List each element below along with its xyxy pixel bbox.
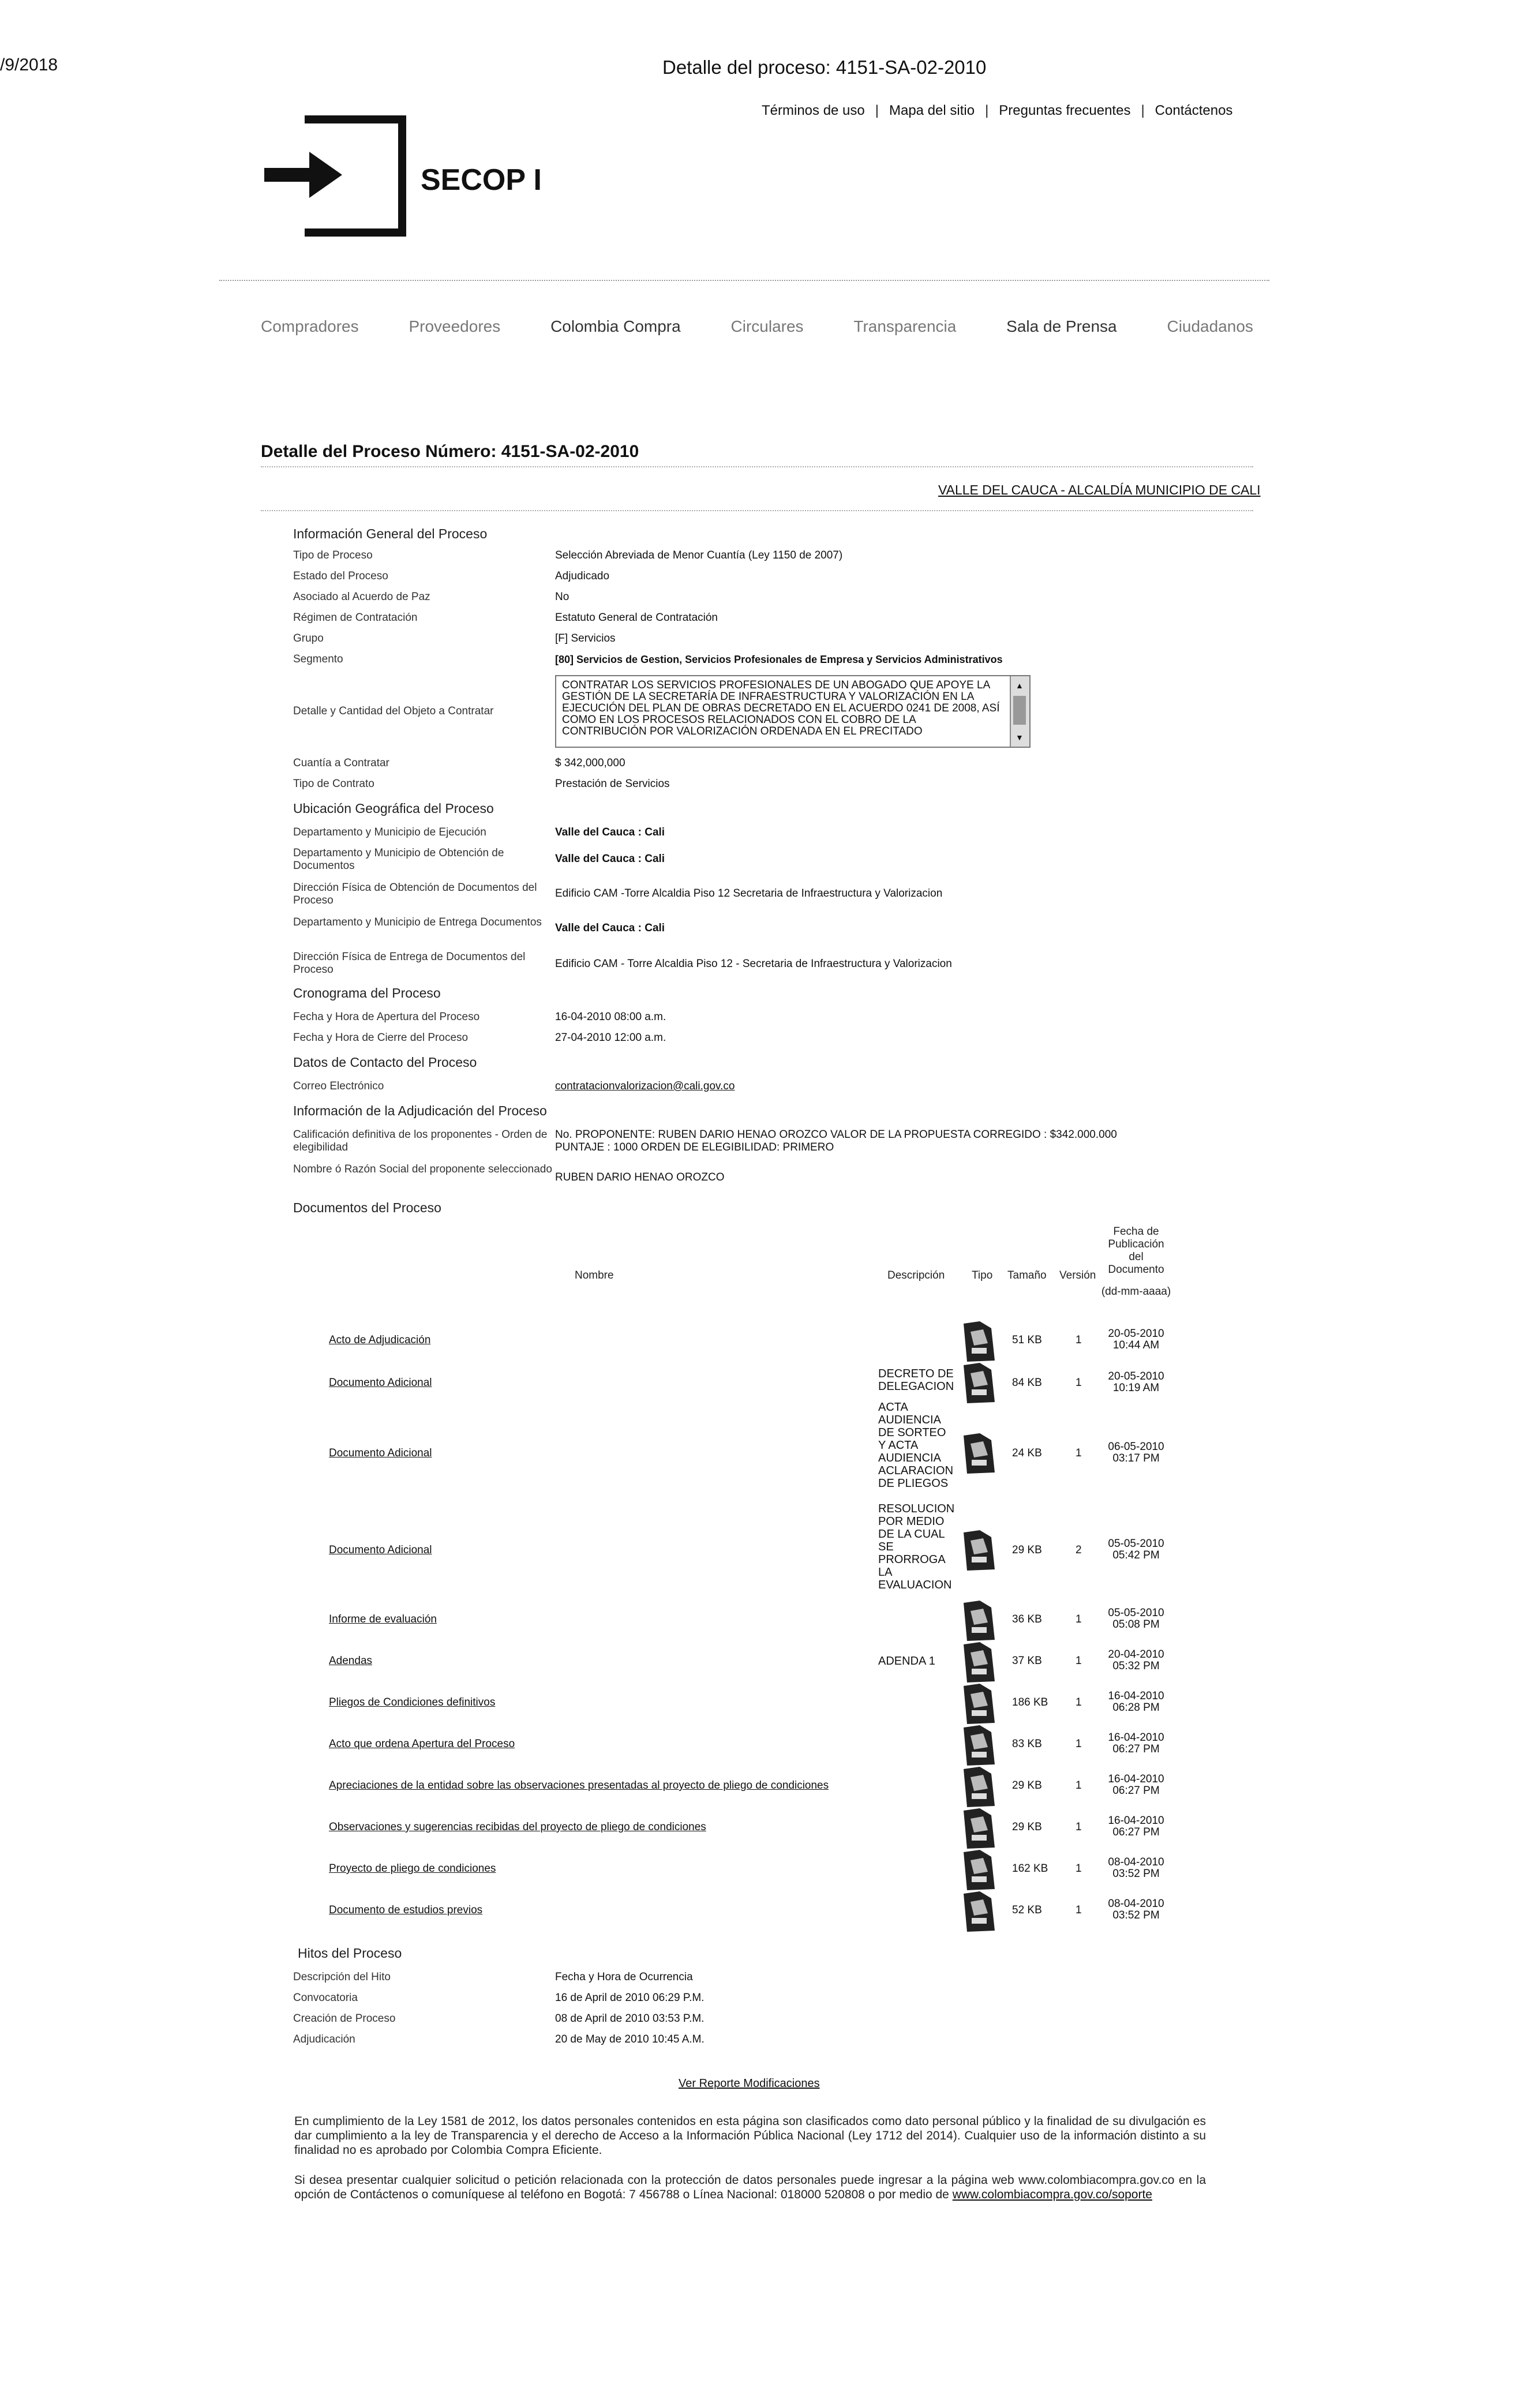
main-nav [261, 317, 1253, 336]
object-scrollbar[interactable] [1010, 676, 1029, 747]
label-email: Correo Electrónico [293, 1080, 384, 1092]
nav-sala-prensa[interactable]: Sala de Prensa [1006, 317, 1117, 335]
label-depto-ejecucion: Departamento y Municipio de Ejecución [293, 826, 486, 838]
label-direccion-obtencion: Dirección Física de Obtención de Documentos del Proceso [293, 882, 537, 906]
top-links: Términos de uso | Mapa del sitio | Preguntas frecuentes | Contáctenos [762, 103, 1233, 118]
value-depto-obtencion: Valle del Cauca : Cali [555, 853, 665, 865]
doc-version: 1 [1076, 1738, 1082, 1750]
nav-compradores[interactable]: Compradores [261, 317, 359, 335]
doc-version: 1 [1076, 1334, 1082, 1346]
doc-date: 06-05-2010 03:17 PM [1108, 1441, 1164, 1464]
doc-date: 08-04-2010 03:52 PM [1108, 1898, 1164, 1921]
milestones-col-date: Fecha y Hora de Ocurrencia [555, 1971, 693, 1983]
doc-date: 08-04-2010 03:52 PM [1108, 1856, 1164, 1880]
value-cierre: 27-04-2010 12:00 a.m. [555, 1032, 666, 1044]
nav-ciudadanos[interactable]: Ciudadanos [1167, 317, 1253, 335]
doc-description: ACTA AUDIENCIA DE SORTEO Y ACTA AUDIENCIA ACLARACION DE PLIEGOS [878, 1401, 954, 1490]
doc-size: 84 KB [1012, 1377, 1042, 1389]
section-contact-heading: Datos de Contacto del Proceso [293, 1055, 477, 1070]
file-icon[interactable] [962, 1724, 996, 1767]
col-tamano-header: Tamaño [1007, 1269, 1047, 1281]
file-icon[interactable] [962, 1599, 996, 1642]
value-segmento: [80] Servicios de Gestion, Servicios Profesionales de Empresa y Servicios Administrativos [555, 654, 1003, 665]
value-apertura: 16-04-2010 08:00 a.m. [555, 1011, 666, 1023]
doc-description: RESOLUCION POR MEDIO DE LA CUAL SE PRORROGA LA EVALUACION [878, 1502, 955, 1591]
milestone-value: 08 de April de 2010 03:53 P.M. [555, 2013, 705, 2025]
section-geo-heading: Ubicación Geográfica del Proceso [293, 801, 494, 816]
doc-size: 83 KB [1012, 1738, 1042, 1750]
col-fecha-header: Fecha de Publicación del Documento [1108, 1226, 1164, 1276]
nav-colombia-compra[interactable]: Colombia Compra [550, 317, 681, 335]
label-cierre: Fecha y Hora de Cierre del Proceso [293, 1032, 469, 1044]
doc-link[interactable]: Documento de estudios previos [329, 1904, 483, 1916]
file-icon[interactable] [962, 1766, 996, 1808]
doc-link[interactable]: Adendas [329, 1655, 373, 1667]
doc-date: 20-04-2010 05:32 PM [1108, 1648, 1164, 1672]
doc-link[interactable]: Documento Adicional [329, 1544, 432, 1556]
section-schedule-heading: Cronograma del Proceso [293, 985, 441, 1000]
section-award-heading: Información de la Adjudicación del Proceso [293, 1103, 547, 1118]
doc-version: 1 [1076, 1863, 1082, 1875]
nav-proveedores[interactable]: Proveedores [409, 317, 501, 335]
print-page-title: Detalle del proceso: 4151-SA-02-2010 [662, 57, 987, 78]
label-depto-obtencion: Departamento y Municipio de Obtención de Documentos [293, 847, 504, 872]
doc-version: 1 [1076, 1447, 1082, 1459]
file-icon[interactable] [962, 1890, 996, 1933]
doc-version: 2 [1076, 1544, 1082, 1556]
toplink-faq[interactable]: Preguntas frecuentes [999, 103, 1131, 118]
doc-date: 16-04-2010 06:27 PM [1108, 1815, 1164, 1838]
label-direccion-entrega: Dirección Física de Entrega de Documentos del Proceso [293, 951, 526, 976]
doc-link[interactable]: Acto de Adjudicación [329, 1334, 431, 1346]
doc-date: 16-04-2010 06:28 PM [1108, 1690, 1164, 1714]
doc-link[interactable]: Documento Adicional [329, 1377, 432, 1389]
doc-date: 20-05-2010 10:44 AM [1108, 1328, 1164, 1351]
doc-date: 05-05-2010 05:42 PM [1108, 1538, 1164, 1561]
doc-version: 1 [1076, 1779, 1082, 1792]
toplink-sitemap[interactable]: Mapa del sitio [889, 103, 975, 118]
milestones-col-desc: Descripción del Hito [293, 1971, 391, 1983]
doc-date: 20-05-2010 10:19 AM [1108, 1370, 1164, 1394]
value-tipo-proceso: Selección Abreviada de Menor Cuantía (Ley 1150 de 2007) [555, 549, 843, 561]
col-fecha-format: (dd-mm-aaaa) [1101, 1286, 1171, 1298]
doc-date: 16-04-2010 06:27 PM [1108, 1732, 1164, 1755]
doc-description: DECRETO DE DELEGACION [878, 1367, 954, 1393]
doc-link[interactable]: Documento Adicional [329, 1447, 432, 1459]
label-apertura: Fecha y Hora de Apertura del Proceso [293, 1011, 480, 1023]
label-segmento: Segmento [293, 653, 343, 665]
milestone-label: Convocatoria [293, 1992, 358, 2004]
value-estado-proceso: Adjudicado [555, 570, 610, 582]
toplink-contact[interactable]: Contáctenos [1155, 103, 1233, 118]
value-direccion-obtencion: Edificio CAM -Torre Alcaldia Piso 12 Secretaria de Infraestructura y Valorizacion [555, 887, 943, 900]
file-icon[interactable] [962, 1641, 996, 1684]
doc-version: 1 [1076, 1821, 1082, 1833]
value-tipo-contrato: Prestación de Servicios [555, 778, 670, 790]
entity-divider [261, 510, 1253, 511]
doc-description: ADENDA 1 [878, 1655, 935, 1667]
logo-text[interactable]: SECOP I [421, 163, 542, 197]
value-acuerdo-paz: No [555, 591, 569, 603]
scroll-thumb[interactable] [1013, 696, 1026, 725]
title-divider [261, 466, 1253, 467]
label-depto-entrega: Departamento y Municipio de Entrega Documentos [293, 916, 542, 928]
col-nombre-header: Nombre [575, 1269, 614, 1281]
doc-link[interactable]: Proyecto de pliego de condiciones [329, 1863, 496, 1875]
doc-size: 29 KB [1012, 1821, 1042, 1833]
doc-link[interactable]: Pliegos de Condiciones definitivos [329, 1696, 496, 1708]
value-calificacion-line2: PUNTAJE : 1000 ORDEN DE ELEGIBILIDAD: PRIMERO [555, 1141, 834, 1153]
doc-size: 162 KB [1012, 1863, 1048, 1875]
file-icon[interactable] [962, 1849, 996, 1891]
col-version-header: Versión [1059, 1269, 1096, 1281]
doc-link[interactable]: Observaciones y sugerencias recibidas del proyecto de pliego de condiciones [329, 1821, 706, 1833]
file-icon[interactable] [962, 1320, 996, 1363]
header-divider [219, 280, 1269, 281]
label-regimen: Régimen de Contratación [293, 612, 418, 624]
value-cuantia: $ 342,000,000 [555, 757, 625, 769]
doc-size: 37 KB [1012, 1655, 1042, 1667]
file-icon[interactable] [962, 1682, 996, 1725]
label-calificacion: Calificación definitiva de los proponentes - Orden de elegibilidad [293, 1129, 548, 1153]
scroll-down-icon[interactable]: ▼ [1016, 733, 1024, 742]
label-tipo-contrato: Tipo de Contrato [293, 778, 374, 790]
label-cuantia: Cuantía a Contratar [293, 757, 389, 769]
file-icon[interactable] [962, 1432, 996, 1475]
value-depto-entrega: Valle del Cauca : Cali [555, 922, 665, 934]
doc-link[interactable]: Informe de evaluación [329, 1613, 437, 1625]
footer-contact-notice [294, 2173, 1206, 2202]
email-link[interactable]: contratacionvalorizacion@cali.gov.co [555, 1080, 735, 1092]
value-depto-ejecucion: Valle del Cauca : Cali [555, 826, 665, 838]
doc-size: 24 KB [1012, 1447, 1042, 1459]
doc-version: 1 [1076, 1655, 1082, 1667]
label-objeto: Detalle y Cantidad del Objeto a Contratar [293, 705, 494, 717]
file-icon[interactable] [962, 1529, 996, 1572]
doc-size: 29 KB [1012, 1779, 1042, 1792]
label-estado-proceso: Estado del Proceso [293, 570, 388, 582]
object-text: CONTRATAR LOS SERVICIOS PROFESIONALES DE UN ABOGADO QUE APOYE LA GESTIÓN DE LA SECRETARÍA DE INFRAESTRUCTURA Y VALORIZACIÓN EN LA EJECUCIÓN DEL PLAN DE OBRAS DECRETADO EN EL ACUERDO 0241 DE 2008, ASÍ COMO EN LOS PROCESOS RELACIONADOS CON EL COBRO DE LA CONTRIBUCIÓN POR VALORIZACIÓN ORDENADA EN EL PRECITADO [562, 679, 1000, 737]
label-proponente: Nombre ó Razón Social del proponente seleccionado [293, 1163, 552, 1175]
doc-date: 16-04-2010 06:27 PM [1108, 1773, 1164, 1797]
doc-version: 1 [1076, 1377, 1082, 1389]
scroll-up-icon[interactable]: ▲ [1016, 681, 1024, 690]
doc-date: 05-05-2010 05:08 PM [1108, 1607, 1164, 1631]
milestone-label: Creación de Proceso [293, 2013, 396, 2025]
label-tipo-proceso: Tipo de Proceso [293, 549, 373, 561]
object-textarea[interactable] [555, 675, 1031, 748]
footer-privacy-notice: En cumplimiento de la Ley 1581 de 2012, los datos personales contenidos en esta página son clasificados como dato personal público y la finalidad de su divulgación es dar cumplimiento a la ley de Transparencia y el derecho de Acceso a la Información Pública Nacional (Ley 1712 del 2014). Cualquier uso de la información distinto a su finalidad no es aprobado por Colombia Compra Eficiente. [294, 2115, 1206, 2157]
doc-version: 1 [1076, 1696, 1082, 1708]
support-link[interactable]: www.colombiacompra.gov.co/soporte [952, 2188, 1152, 2201]
print-date: /9/2018 [0, 55, 58, 74]
col-tipo-header: Tipo [972, 1269, 993, 1281]
doc-version: 1 [1076, 1904, 1082, 1916]
label-acuerdo-paz: Asociado al Acuerdo de Paz [293, 591, 430, 603]
value-proponente: RUBEN DARIO HENAO OROZCO [555, 1171, 725, 1183]
page-title: Detalle del Proceso Número: 4151-SA-02-2010 [261, 442, 639, 461]
doc-link[interactable]: Apreciaciones de la entidad sobre las observaciones presentadas al proyecto de pliego de condiciones [329, 1779, 829, 1792]
footer-contact-text: Si desea presentar cualquier solicitud o petición relacionada con la protección de datos personales puede ingresar a la página web www.colombiacompra.gov.co en la opción de Contáctenos o comuníquese al teléfono en Bogotá: 7 456788 o Línea Nacional: 018000 520808 o por medio de [294, 2174, 1206, 2201]
section-general-heading: Información General del Proceso [293, 526, 488, 541]
value-grupo: [F] Servicios [555, 632, 616, 644]
doc-size: 52 KB [1012, 1904, 1042, 1916]
milestone-label: Adjudicación [293, 2033, 355, 2045]
doc-link[interactable]: Acto que ordena Apertura del Proceso [329, 1738, 515, 1750]
file-icon[interactable] [962, 1807, 996, 1850]
milestone-value: 16 de April de 2010 06:29 P.M. [555, 1992, 705, 2004]
section-milestones-heading: Hitos del Proceso [298, 1946, 402, 1961]
file-icon[interactable] [962, 1362, 996, 1404]
entity-link[interactable]: VALLE DEL CAUCA - ALCALDÍA MUNICIPIO DE CALI [938, 482, 1261, 497]
logo-arrow-icon [264, 149, 351, 201]
value-calificacion-line1: No. PROPONENTE: RUBEN DARIO HENAO OROZCO VALOR DE LA PROPUESTA CORREGIDO : $342.000.000 [555, 1129, 1117, 1141]
value-direccion-entrega: Edificio CAM - Torre Alcaldia Piso 12 - Secretaria de Infraestructura y Valorizacion [555, 958, 952, 970]
label-grupo: Grupo [293, 632, 324, 644]
milestone-value: 20 de May de 2010 10:45 A.M. [555, 2033, 705, 2045]
doc-size: 36 KB [1012, 1613, 1042, 1625]
nav-circulares[interactable]: Circulares [730, 317, 804, 335]
value-regimen: Estatuto General de Contratación [555, 612, 718, 624]
doc-size: 51 KB [1012, 1334, 1042, 1346]
section-docs-heading: Documentos del Proceso [293, 1200, 441, 1215]
doc-version: 1 [1076, 1613, 1082, 1625]
doc-size: 186 KB [1012, 1696, 1048, 1708]
nav-transparencia[interactable]: Transparencia [853, 317, 957, 335]
doc-size: 29 KB [1012, 1544, 1042, 1556]
col-descripcion-header: Descripción [887, 1269, 945, 1281]
toplink-terms[interactable]: Términos de uso [762, 103, 865, 118]
report-modifications-link[interactable]: Ver Reporte Modificaciones [679, 2077, 820, 2090]
